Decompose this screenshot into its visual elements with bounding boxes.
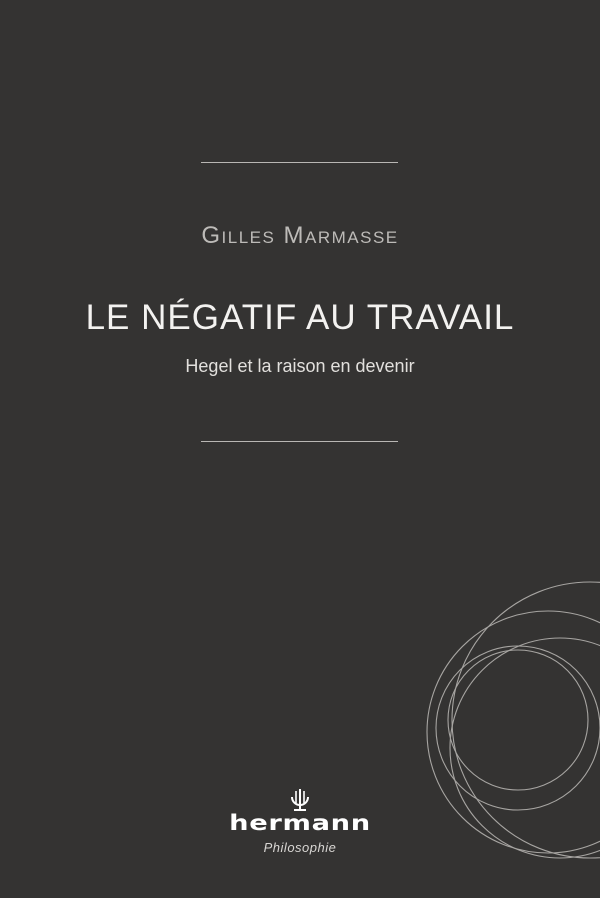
top-rule (201, 162, 398, 163)
book-title: LE NÉGATIF AU TRAVAIL (85, 298, 515, 337)
publisher-block (220, 788, 380, 855)
author-name: Gilles Marmasse (201, 222, 399, 249)
series-name: Philosophie (263, 840, 337, 855)
bottom-rule (201, 441, 398, 442)
hermann-emblem-icon (289, 788, 311, 812)
publisher-wordmark: hermann (229, 811, 371, 835)
concentric-circles-icon (360, 570, 600, 898)
book-subtitle: Hegel et la raison en devenir (185, 356, 415, 376)
